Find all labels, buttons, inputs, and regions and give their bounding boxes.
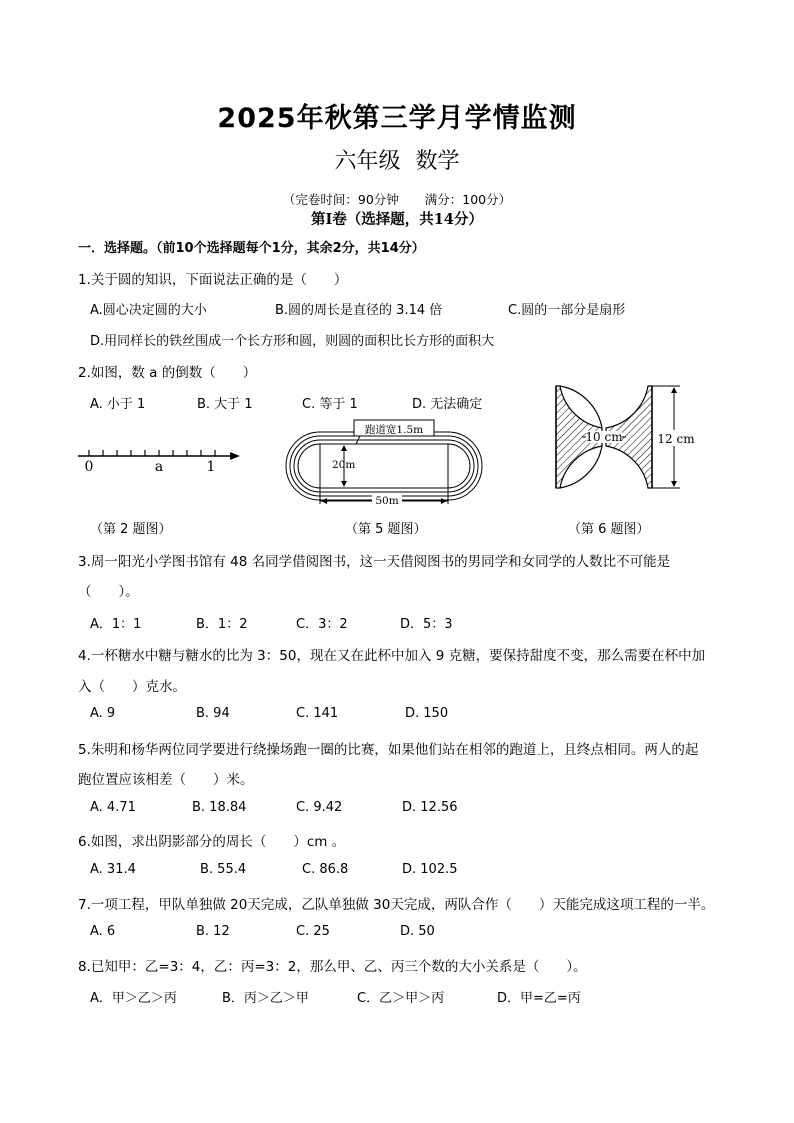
- track-lane-width-label: 跑道宽1.5m: [364, 424, 424, 436]
- q8-option-c: C．乙＞甲＞丙: [357, 991, 445, 1006]
- time-note: （完卷时间：90分钟: [282, 192, 399, 207]
- q4-option-d: D. 150: [405, 706, 449, 721]
- q2-option-c: C. 等于 1: [302, 397, 358, 412]
- q2-option-b: B. 大于 1: [197, 397, 253, 412]
- question-8-stem: 8.已知甲：乙=3：4，乙：丙=3：2，那么甲、乙、丙三个数的大小关系是（ ）。: [78, 959, 587, 975]
- q3-option-a: A．1：1: [90, 617, 142, 632]
- q3-option-b: B．1：2: [196, 617, 248, 632]
- shaded-shape-figure: [552, 382, 702, 496]
- q5-option-d: D. 12.56: [402, 800, 458, 815]
- q7-option-a: A. 6: [90, 924, 116, 939]
- subject-label: 数学: [415, 149, 460, 174]
- question-3-stem-line1: 3.周一阳光小学图书馆有 48 名同学借阅图书，这一天借阅图书的男同学和女同学的人数比不可能是: [78, 554, 671, 570]
- grade-label: 六年级: [334, 149, 401, 174]
- q8-option-b: B．丙＞乙＞甲: [222, 991, 309, 1006]
- exam-title: 2025年秋第三学月学情监测: [217, 103, 577, 134]
- shape-height-label: 12 cm: [657, 432, 695, 446]
- numberline-label-a: a: [154, 459, 164, 474]
- exam-subtitle: [0, 144, 794, 175]
- q8-option-a: A．甲＞乙＞丙: [90, 991, 177, 1006]
- volume-heading: 第Ⅰ卷（选择题，共14分）: [311, 211, 483, 228]
- q3-option-d: D．5：3: [400, 617, 453, 632]
- number-line-figure: [76, 440, 242, 474]
- q2-option-a: A. 小于 1: [90, 397, 146, 412]
- track-figure: [284, 418, 484, 508]
- shape-inner-label: 10 cm: [585, 430, 623, 444]
- score-note: 满分：100分）: [424, 192, 512, 207]
- q5-option-b: B. 18.84: [192, 800, 247, 815]
- track-length-label: 50m: [375, 495, 399, 507]
- q8-option-d: D．甲=乙=丙: [497, 991, 581, 1006]
- q6-option-b: B. 55.4: [200, 862, 247, 877]
- question-4-stem-line2: 入（ ）克水。: [78, 679, 186, 695]
- question-7-stem: 7.一项工程，甲队单独做 20天完成，乙队单独做 30天完成，两队合作（ ）天能完成这项工程的一半。: [78, 897, 715, 913]
- caption-figure-5: （第 5 题图）: [345, 522, 427, 537]
- numberline-label-zero: 0: [84, 459, 94, 474]
- q1-option-d: D.用同样长的铁丝围成一个长方形和圆，则圆的面积比长方形的面积大: [90, 334, 495, 349]
- q7-option-c: C. 25: [296, 924, 330, 939]
- caption-figure-6: （第 6 题图）: [568, 522, 650, 537]
- q5-option-a: A. 4.71: [90, 800, 136, 815]
- numberline-label-one: 1: [206, 459, 216, 474]
- q3-option-c: C．3：2: [296, 617, 348, 632]
- question-5-stem-line1: 5.朱明和杨华两位同学要进行绕操场跑一圈的比赛，如果他们站在相邻的跑道上，且终点相同。两人的起: [78, 742, 699, 758]
- q6-option-d: D. 102.5: [402, 862, 458, 877]
- question-4-stem-line1: 4.一杯糖水中糖与糖水的比为 3：50，现在又在此杯中加入 9 克糖，要保持甜度不变，那么需要在杯中加: [78, 648, 706, 664]
- q4-option-b: B. 94: [196, 706, 230, 721]
- q5-option-c: C. 9.42: [296, 800, 343, 815]
- question-6-stem: 6.如图，求出阴影部分的周长（ ）cm 。: [78, 834, 346, 850]
- q1-option-c: C.圆的一部分是扇形: [508, 303, 626, 318]
- question-2-stem: 2.如图，数 a 的倒数（ ）: [78, 365, 257, 381]
- q4-option-a: A. 9: [90, 706, 116, 721]
- q1-option-b: B.圆的周长是直径的 3.14 倍: [275, 303, 443, 318]
- q6-option-a: A. 31.4: [90, 862, 136, 877]
- q2-option-d: D. 无法确定: [412, 397, 483, 412]
- caption-figure-2: （第 2 题图）: [90, 522, 172, 537]
- q7-option-d: D. 50: [400, 924, 435, 939]
- q7-option-b: B. 12: [196, 924, 230, 939]
- q4-option-c: C. 141: [296, 706, 339, 721]
- question-5-stem-line2: 跑位置应该相差（ ）米。: [78, 772, 254, 788]
- question-3-stem-line2: （ ）。: [78, 584, 139, 600]
- section-heading: 一．选择题。（前10个选择题每个1分，其余2分，共14分）: [78, 241, 425, 256]
- question-1-stem: 1.关于圆的知识，下面说法正确的是（ ）: [78, 272, 348, 288]
- track-width-label: 20m: [332, 459, 356, 471]
- q6-option-c: C. 86.8: [302, 862, 349, 877]
- exam-info: [0, 190, 794, 208]
- q1-option-a: A.圆心决定圆的大小: [90, 303, 207, 318]
